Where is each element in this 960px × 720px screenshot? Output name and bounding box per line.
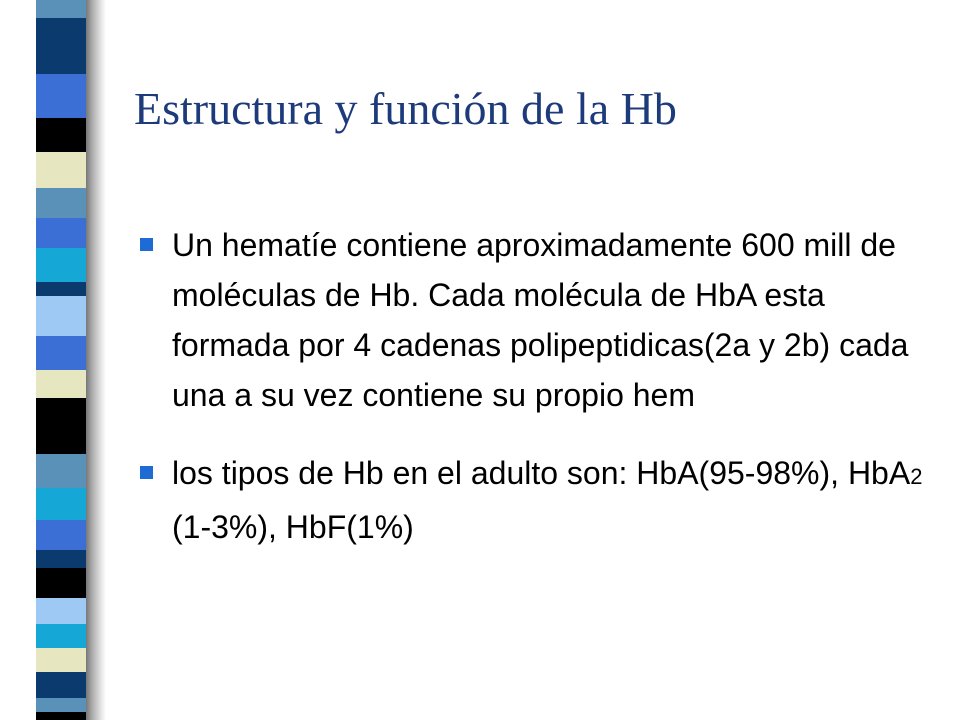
stripe-block xyxy=(36,44,86,74)
bullet-list xyxy=(130,220,930,580)
stripe-block xyxy=(36,152,86,188)
stripe-block xyxy=(36,18,86,44)
stripe-block xyxy=(36,188,86,218)
stripe-block xyxy=(36,672,86,698)
square-bullet-icon xyxy=(140,466,153,479)
bullet-text: Un hematíe contiene aproximadamente 600 mill de moléculas de Hb. Cada molécula de HbA esta formada por 4 cadenas polipeptidicas(2a y 2b) cada una a su vez contiene su propio hem xyxy=(172,227,909,413)
stripe-block xyxy=(36,624,86,648)
stripe-block xyxy=(36,218,86,248)
decorative-stripe-bar xyxy=(36,0,86,720)
stripe-block xyxy=(36,370,86,398)
stripe-block xyxy=(36,398,86,454)
stripe-block xyxy=(36,336,86,370)
stripe-block xyxy=(36,282,86,296)
stripe-block xyxy=(36,454,86,488)
stripe-shadow xyxy=(86,0,106,720)
stripe-block xyxy=(36,248,86,282)
stripe-block xyxy=(36,488,86,520)
stripe-block xyxy=(36,698,86,712)
stripe-block xyxy=(36,648,86,672)
bullet-text-part: los tipos de Hb en el adulto son: HbA(95-98%), HbA xyxy=(172,455,911,491)
slide-title: Estructura y función de la Hb xyxy=(134,83,677,134)
stripe-block xyxy=(36,74,86,118)
stripe-block xyxy=(36,520,86,550)
stripe-block xyxy=(36,712,86,720)
stripe-block xyxy=(36,296,86,336)
stripe-block xyxy=(36,118,86,152)
square-bullet-icon xyxy=(140,238,153,251)
bullet-text xyxy=(172,455,922,545)
bullet-item xyxy=(130,220,930,420)
bullet-text-part: (1-3%), HbF(1%) xyxy=(172,509,414,545)
stripe-block xyxy=(36,0,86,18)
stripe-block xyxy=(36,598,86,624)
subscript: 2 xyxy=(910,464,923,489)
bullet-item xyxy=(130,448,930,552)
stripe-block xyxy=(36,550,86,568)
stripe-block xyxy=(36,568,86,598)
